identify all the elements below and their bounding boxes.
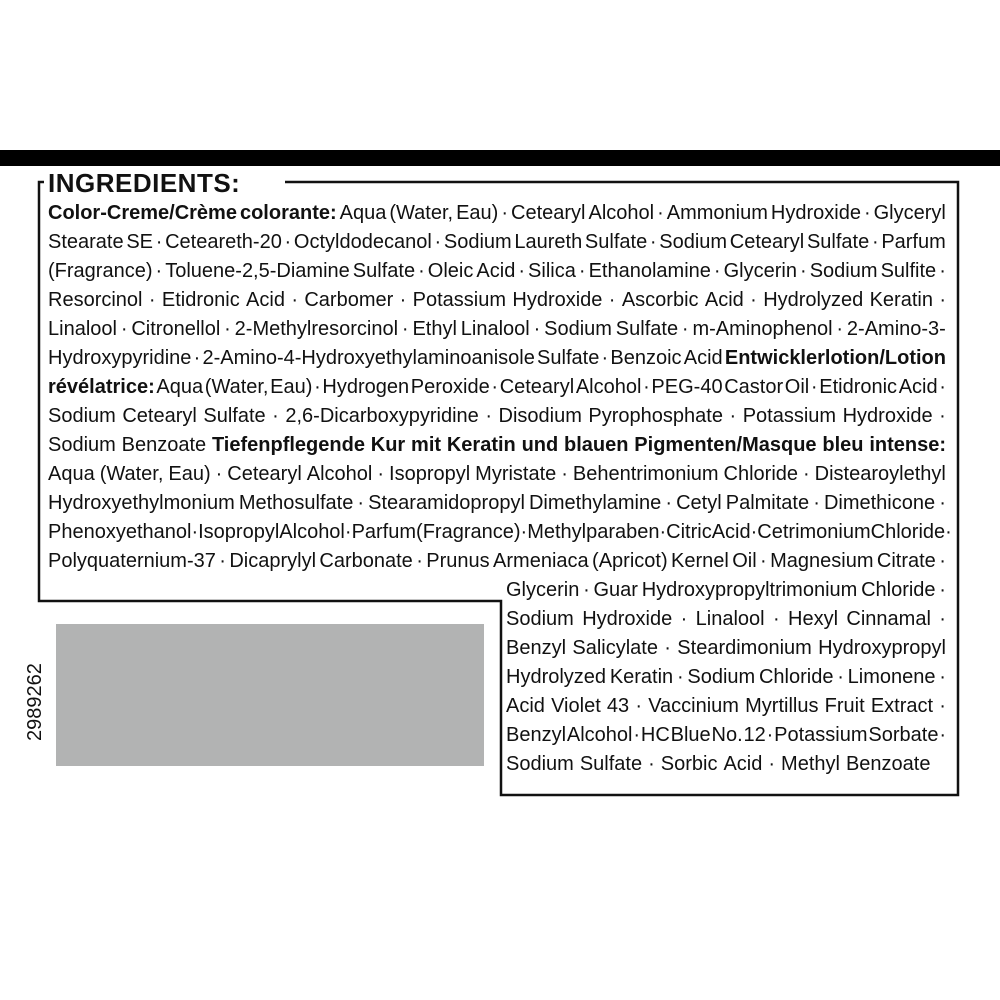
top-black-bar xyxy=(0,150,1000,166)
ingredient-word: Resorcinol xyxy=(48,289,143,311)
ingredient-word: · xyxy=(837,666,844,688)
ingredient-word: Carbomer xyxy=(304,289,394,311)
ingredient-word: Polyquaternium-37 xyxy=(48,550,216,572)
ingredient-word: Salicylate xyxy=(572,637,658,659)
ingredient-word: Cetearyl xyxy=(729,231,805,253)
ingredient-word: SE xyxy=(126,231,153,253)
ingredient-word: Hydrogen xyxy=(322,376,410,398)
ingredient-word: Oil xyxy=(732,550,757,572)
ingredient-section-label: intense: xyxy=(869,434,946,456)
ingredient-section-label: mit xyxy=(411,434,442,456)
ingredient-word: Myrtillus xyxy=(745,695,819,717)
ingredient-word: m-Aminophenol xyxy=(692,318,833,340)
ingredient-word: · xyxy=(314,376,321,398)
ingredient-word: Glycerin xyxy=(723,260,797,282)
ingredient-word: Aqua xyxy=(48,463,95,485)
ingredient-word: Hydroxypyridine xyxy=(48,347,192,369)
ingredient-word: Benzoate xyxy=(121,434,207,456)
ingredient-word: · xyxy=(813,492,820,514)
ingredient-word: · xyxy=(768,753,776,775)
ingredient-word: Linalool xyxy=(48,318,117,340)
ingredient-word: Alcohol xyxy=(575,376,642,398)
ingredient-word: Alcohol xyxy=(588,202,655,224)
ingredient-word: Benzyl xyxy=(506,637,567,659)
ingredient-word: Sulfate xyxy=(584,231,648,253)
ingredient-word: · xyxy=(583,579,590,601)
ingredient-word: Myristate xyxy=(475,463,557,485)
ingredient-line xyxy=(48,431,946,460)
ingredient-word: Glyceryl xyxy=(873,202,946,224)
ingredient-section-label: und xyxy=(521,434,559,456)
ingredient-word: · xyxy=(608,289,616,311)
ingredient-word: Parfum xyxy=(881,231,946,253)
ingredient-line xyxy=(48,547,946,576)
ingredient-line xyxy=(48,286,946,315)
ingredient-line xyxy=(48,344,946,373)
ingredient-section-label: colorante: xyxy=(239,202,337,224)
ingredient-word: Toluene-2,5-Diamine xyxy=(165,260,350,282)
ingredient-word: · xyxy=(533,318,541,340)
ingredient-word: · xyxy=(155,260,163,282)
ingredient-word: Aqua xyxy=(339,202,387,224)
ingredient-word: Ascorbic xyxy=(621,289,699,311)
ingredient-word: 2-Methylresorcinol xyxy=(234,318,399,340)
ingredient-word: · xyxy=(578,260,586,282)
ingredient-word: Limonene xyxy=(847,666,936,688)
ingredient-word: Acid xyxy=(723,753,763,775)
ingredient-word: Methyl xyxy=(781,753,840,775)
ingredient-word: Sulfate xyxy=(352,260,416,282)
ingredient-word: Sorbic xyxy=(660,753,718,775)
ingredient-word: Chloride xyxy=(870,521,946,543)
ingredient-line xyxy=(506,750,946,779)
ingredient-word: · xyxy=(418,260,425,282)
ingredient-word: Citric xyxy=(666,521,712,543)
ingredient-word: · xyxy=(193,347,201,369)
ingredient-line xyxy=(48,460,946,489)
ingredient-word: · xyxy=(399,289,407,311)
ingredient-word: · xyxy=(939,492,946,514)
ingredient-word: Steardimonium xyxy=(677,637,812,659)
ingredient-word: · xyxy=(518,260,526,282)
ingredient-word: · xyxy=(357,492,365,514)
ingredient-word: Benzyl xyxy=(506,724,567,746)
ingredient-line xyxy=(506,605,946,634)
ingredient-word: Benzoic xyxy=(610,347,682,369)
ingredient-word: · xyxy=(945,521,952,543)
ingredient-section-label: Entwicklerlotion/Lotion xyxy=(724,347,946,369)
ingredient-word: · xyxy=(939,724,946,746)
ingredient-word: Distearoylethyl xyxy=(814,463,946,485)
ingredient-word: 2-Amino-4-Hydroxyethylaminoanisole xyxy=(202,347,535,369)
ingredient-word: · xyxy=(659,521,667,543)
ingredient-word: Octyldodecanol xyxy=(293,231,432,253)
ingredient-word: Hydroxyethylmonium xyxy=(48,492,235,514)
ingredient-word: Cinnamal xyxy=(846,608,931,630)
ingredient-word: · xyxy=(215,463,223,485)
ingredient-word: Chloride xyxy=(723,463,799,485)
ingredient-word: Hydroxide xyxy=(582,608,673,630)
ingredient-word: Silica xyxy=(528,260,576,282)
ingredient-word: Dicaprylyl xyxy=(229,550,317,572)
ingredient-word: Ethanolamine xyxy=(588,260,711,282)
ingredient-word: Isopropyl xyxy=(389,463,471,485)
ingredient-word: Armeniaca xyxy=(493,550,589,572)
ingredient-word: Sodium xyxy=(506,753,574,775)
ingredient-word: · xyxy=(434,231,442,253)
ingredient-word: · xyxy=(676,666,684,688)
ingredient-word: Blue xyxy=(670,724,711,746)
ingredient-word: Sodium xyxy=(506,608,574,630)
ingredient-word: Behentrimonium xyxy=(572,463,719,485)
ingredient-line xyxy=(48,199,946,228)
ingredient-word: Keratin xyxy=(869,289,933,311)
ingredient-word: Hydrolyzed xyxy=(763,289,864,311)
ingredient-word: Dimethylamine xyxy=(528,492,662,514)
ingredient-word: Acid xyxy=(246,289,285,311)
ingredient-word: Oil xyxy=(784,376,810,398)
ingredient-word: Acid xyxy=(711,521,751,543)
ingredient-line xyxy=(48,315,946,344)
ingredient-word: Methosulfate xyxy=(238,492,354,514)
ingredient-word: Glycerin xyxy=(506,579,580,601)
ingredient-word: · xyxy=(772,608,780,630)
ingredient-word: Hydroxide xyxy=(842,405,933,427)
ingredient-word: Ammonium xyxy=(666,202,768,224)
ingredient-section-label: Pigmenten/Masque xyxy=(634,434,817,456)
ingredient-section-label: Kur xyxy=(370,434,406,456)
ingredient-word: Hydroxide xyxy=(512,289,603,311)
ingredient-word: · xyxy=(803,463,810,485)
ingredient-word: · xyxy=(939,289,946,311)
ingredients-heading: INGREDIENTS: xyxy=(44,168,246,198)
ingredient-word: Chloride xyxy=(758,666,834,688)
ingredient-word: Citronellol xyxy=(131,318,221,340)
ingredient-word: · xyxy=(191,521,199,543)
ingredient-word: Ceteareth-20 xyxy=(165,231,282,253)
ingredient-word: Acid xyxy=(506,695,545,717)
ingredient-word: Linalool xyxy=(460,318,530,340)
ingredient-word: Hydroxypropyltrimonium xyxy=(641,579,858,601)
ingredient-word: Sorbate xyxy=(868,724,939,746)
ingredient-word: · xyxy=(836,318,844,340)
ingredient-word: Cetrimonium xyxy=(757,521,871,543)
ingredient-word: · xyxy=(120,318,128,340)
ingredient-word: Acid xyxy=(898,376,938,398)
ingredient-line xyxy=(48,402,946,431)
ingredient-word: Kernel xyxy=(671,550,729,572)
ingredient-word: · xyxy=(871,231,879,253)
ingredient-line xyxy=(506,634,946,663)
ingredient-word: Prunus xyxy=(426,550,490,572)
ingredient-word: Magnesium xyxy=(770,550,874,572)
ingredient-word: Fruit xyxy=(824,695,865,717)
ingredient-word: Eau) xyxy=(168,463,211,485)
ingredient-word: Stearamidopropyl xyxy=(368,492,525,514)
ingredient-section-label: révélatrice: xyxy=(48,376,155,398)
ingredient-word: Sodium xyxy=(544,318,612,340)
ingredient-word: Citrate xyxy=(876,550,936,572)
ingredient-word: · xyxy=(148,289,156,311)
ingredient-word: · xyxy=(643,376,650,398)
ingredient-word: · xyxy=(485,405,492,427)
ingredient-word: Cetearyl xyxy=(511,202,586,224)
product-code: 2989262 xyxy=(24,663,46,741)
ingredient-word: Cetearyl xyxy=(499,376,575,398)
ingredient-line xyxy=(506,576,946,605)
gray-placeholder-box xyxy=(56,624,484,766)
ingredient-word: Sulfite xyxy=(880,260,937,282)
ingredient-word: Sodium xyxy=(48,405,116,427)
ingredient-word: · xyxy=(416,550,423,572)
ingredient-word: Alcohol xyxy=(279,521,345,543)
ingredient-word: Alcohol xyxy=(566,724,633,746)
ingredient-section-label: Color-Creme/Crème xyxy=(48,202,237,224)
ingredient-word: · xyxy=(939,376,946,398)
ingredient-word: Violet xyxy=(551,695,601,717)
ingredient-word: Sodium xyxy=(48,434,116,456)
ingredient-word: Keratin xyxy=(609,666,674,688)
ingredient-word: Sodium xyxy=(659,231,728,253)
ingredient-word: Carbonate xyxy=(319,550,413,572)
ingredient-word: · xyxy=(657,202,664,224)
ingredient-word: · xyxy=(401,318,409,340)
ingredient-word: Cetearyl xyxy=(122,405,197,427)
ingredient-word: Potassium xyxy=(412,289,507,311)
ingredient-word: Hydroxide xyxy=(770,202,861,224)
ingredient-line xyxy=(48,518,952,547)
ingredient-word: Alcohol xyxy=(306,463,373,485)
ingredient-word: · xyxy=(561,463,568,485)
ingredient-word: Palmitate xyxy=(725,492,810,514)
ingredient-word: · xyxy=(491,376,499,398)
ingredient-word: Methylparaben xyxy=(527,521,660,543)
ingredient-word: Dimethicone xyxy=(823,492,936,514)
ingredient-word: Aqua xyxy=(156,376,204,398)
ingredient-word: · xyxy=(284,231,292,253)
ingredient-word: (Apricot) xyxy=(592,550,668,572)
ingredient-line xyxy=(506,692,946,721)
ingredient-word: Vaccinium xyxy=(648,695,739,717)
ingredient-word: · xyxy=(939,405,946,427)
ingredient-word: · xyxy=(520,521,528,543)
ingredient-word: · xyxy=(729,405,737,427)
ingredient-line xyxy=(48,257,946,286)
ingredient-word: Oleic xyxy=(427,260,474,282)
ingredient-word: Acid xyxy=(704,289,744,311)
ingredient-word: Benzoate xyxy=(845,753,931,775)
ingredient-word: Eau) xyxy=(456,202,499,224)
ingredient-word: 2,6-Dicarboxypyridine xyxy=(285,405,479,427)
ingredient-word: · xyxy=(939,260,946,282)
ingredient-word: Chloride xyxy=(861,579,936,601)
ingredient-word: · xyxy=(648,753,655,775)
ingredient-word: Sulfate xyxy=(203,405,266,427)
ingredient-word: Ethyl xyxy=(412,318,457,340)
ingredient-line xyxy=(48,228,946,257)
ingredient-word: (Water, xyxy=(99,463,164,485)
ingredient-word: Peroxide xyxy=(410,376,490,398)
ingredient-word: Sodium xyxy=(809,260,878,282)
ingredient-word: · xyxy=(939,550,946,572)
ingredient-word: Hydroxypropyl xyxy=(818,637,946,659)
ingredient-word: · xyxy=(939,608,946,630)
ingredient-word: · xyxy=(377,463,385,485)
ingredient-word: (Water, xyxy=(389,202,454,224)
ingredient-word: · xyxy=(665,492,672,514)
ingredient-word: 43 xyxy=(606,695,630,717)
ingredient-word: Laureth xyxy=(514,231,583,253)
ingredient-word: Sulfate xyxy=(615,318,679,340)
ingredient-word: · xyxy=(939,579,946,601)
ingredient-word: · xyxy=(272,405,279,427)
ingredient-word: · xyxy=(680,608,688,630)
ingredient-word: Parfum xyxy=(351,521,417,543)
ingredient-word: Acid xyxy=(683,347,723,369)
ingredient-word: Sulfate xyxy=(537,347,600,369)
ingredient-word: Sodium xyxy=(443,231,512,253)
ingredient-word: Cetyl xyxy=(676,492,722,514)
ingredient-word: Pyrophosphate xyxy=(588,405,723,427)
ingredient-word: · xyxy=(810,376,818,398)
ingredient-word: Hydrolyzed xyxy=(506,666,607,688)
ingredient-word: Isopropyl xyxy=(198,521,280,543)
ingredient-word: Eau) xyxy=(270,376,313,398)
ingredient-word: Extract xyxy=(870,695,934,717)
ingredient-word: · xyxy=(713,260,721,282)
ingredient-word: · xyxy=(800,260,807,282)
ingredient-section-label: bleu xyxy=(822,434,864,456)
ingredient-word: · xyxy=(760,550,767,572)
ingredient-line xyxy=(48,373,946,402)
ingredient-word: Sodium xyxy=(687,666,756,688)
ingredient-word: · xyxy=(750,521,758,543)
ingredient-word: Linalool xyxy=(695,608,765,630)
ingredient-word: · xyxy=(766,724,774,746)
ingredient-word: · xyxy=(291,289,298,311)
ingredient-word: · xyxy=(635,695,643,717)
ingredient-word: · xyxy=(750,289,757,311)
ingredient-line xyxy=(48,489,946,518)
ingredient-word: Potassium xyxy=(774,724,868,746)
ingredient-word: Etidronic xyxy=(161,289,240,311)
ingredient-word: · xyxy=(939,666,946,688)
ingredient-word: (Fragrance) xyxy=(48,260,153,282)
ingredient-word: No. xyxy=(711,724,743,746)
ingredient-line xyxy=(506,663,946,692)
ingredient-section-label: Keratin xyxy=(446,434,516,456)
ingredient-word: · xyxy=(681,318,689,340)
ingredient-word: Stearate xyxy=(48,231,124,253)
ingredient-word: HC xyxy=(640,724,670,746)
ingredient-word: · xyxy=(939,695,946,717)
ingredient-word: Cetearyl xyxy=(227,463,302,485)
ingredient-word: (Fragrance) xyxy=(416,521,521,543)
ingredient-word: · xyxy=(664,637,671,659)
ingredient-section-label: blauen xyxy=(564,434,629,456)
ingredient-word: · xyxy=(601,347,609,369)
ingredient-word: · xyxy=(155,231,163,253)
ingredient-word: Disodium xyxy=(498,405,582,427)
ingredient-word: Potassium xyxy=(742,405,837,427)
ingredient-word: · xyxy=(219,550,226,572)
ingredient-word: 2-Amino-3- xyxy=(846,318,946,340)
ingredient-word: Phenoxyethanol xyxy=(48,521,192,543)
ingredient-word: · xyxy=(224,318,231,340)
ingredient-word: 12 xyxy=(743,724,766,746)
ingredient-word: Acid xyxy=(476,260,516,282)
ingredient-word: Castor xyxy=(724,376,784,398)
ingredient-line xyxy=(506,721,946,750)
ingredient-word: Sulfate xyxy=(806,231,870,253)
ingredient-word: Guar xyxy=(593,579,638,601)
ingredient-word: Hexyl xyxy=(788,608,839,630)
ingredient-section-label: Tiefenpflegende xyxy=(211,434,365,456)
ingredient-word: · xyxy=(501,202,508,224)
ingredient-word: · xyxy=(649,231,657,253)
ingredient-word: · xyxy=(344,521,352,543)
ingredient-word: Etidronic xyxy=(819,376,898,398)
ingredient-word: · xyxy=(633,724,641,746)
ingredient-word: · xyxy=(863,202,871,224)
ingredient-word: Sulfate xyxy=(579,753,643,775)
ingredient-word: (Water, xyxy=(204,376,269,398)
ingredient-word: PEG-40 xyxy=(651,376,723,398)
